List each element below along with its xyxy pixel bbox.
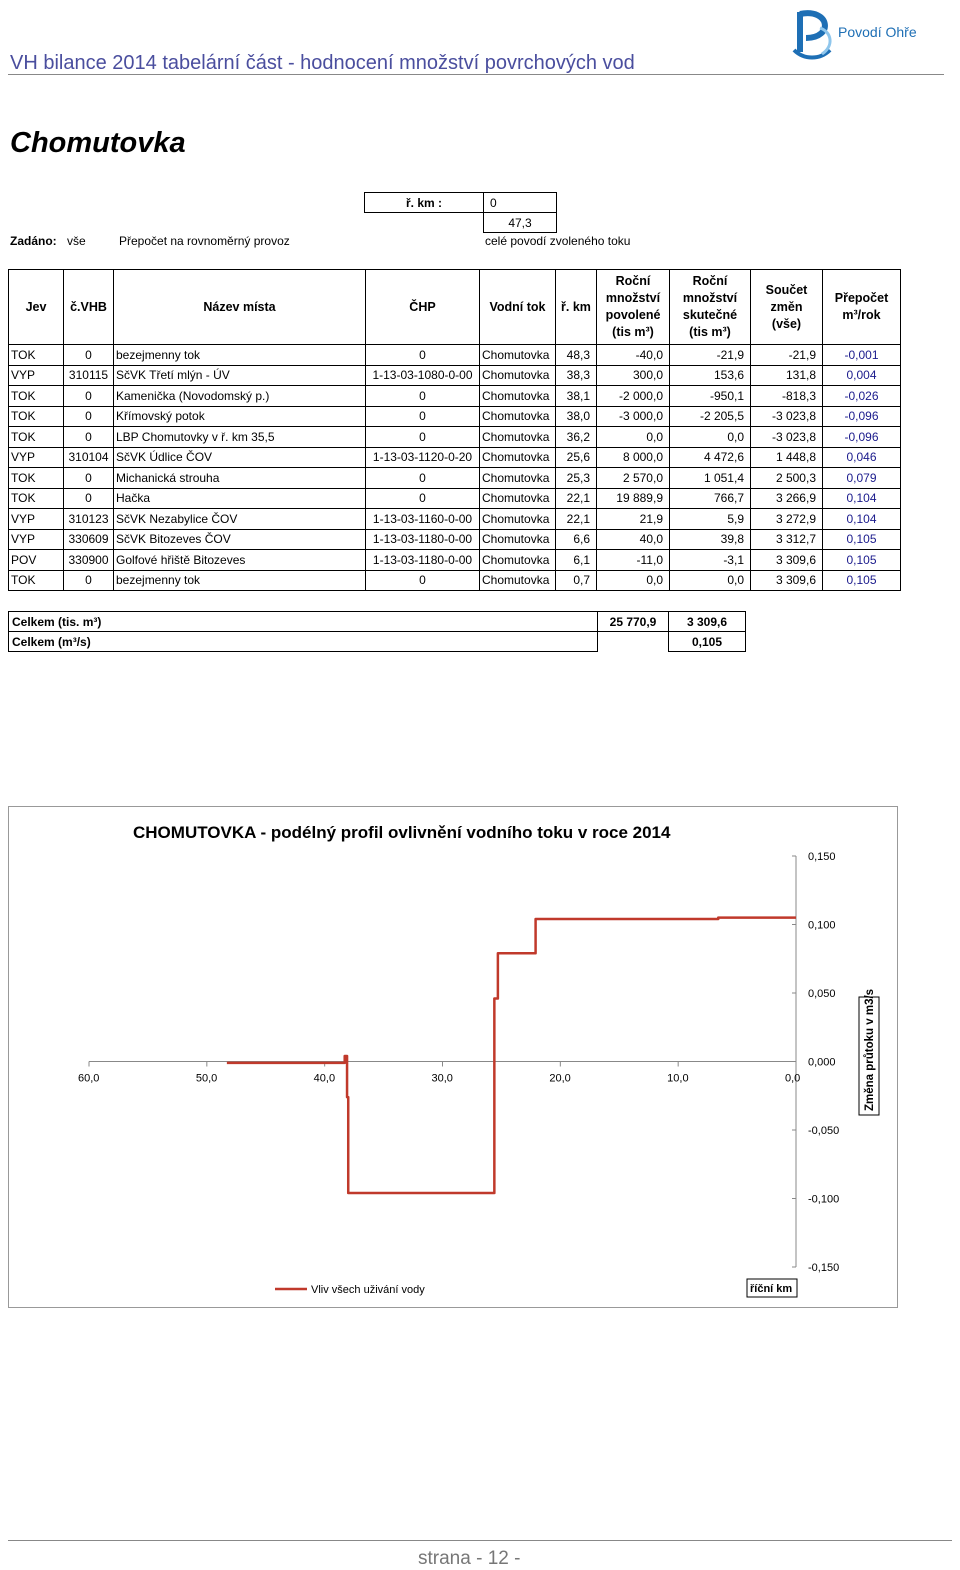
table-row: TOK 0 bezejmenny tok 0 Chomutovka 0,7 0,0 0,0 3 309,6 0,105: [9, 570, 901, 591]
celkem-m3s-label: Celkem (m³/s): [9, 632, 598, 652]
celkem-tis-skutecne: 3 309,6: [669, 612, 746, 632]
chart-ylabel: Změna průtoku v m3/s: [864, 988, 876, 1111]
x-tick-label: 0,0: [785, 1072, 801, 1085]
chart-xlabel-box: [747, 1279, 797, 1297]
rkm-to: 47,3: [484, 213, 557, 233]
rkm-note: celé povodí zvoleného toku: [485, 234, 631, 248]
x-tick-label: 60,0: [78, 1072, 100, 1085]
col-rkm: ř. km: [556, 270, 597, 345]
zadano-mode: Přepočet na rovnoměrný provoz: [119, 234, 290, 248]
x-tick-label: 20,0: [549, 1072, 571, 1085]
col-nazev: Název místa: [114, 270, 366, 345]
y-tick-label: 0,150: [808, 851, 836, 863]
document-header-title: VH bilance 2014 tabelární část - hodnocení množství povrchových vod: [10, 52, 635, 74]
chart-plot-area: [78, 851, 839, 1274]
col-povolene: Roční množství povolené (tis m³): [597, 270, 670, 345]
zadano-label: Zadáno:: [10, 234, 57, 248]
col-jev: Jev: [9, 270, 64, 345]
x-tick-label: 10,0: [667, 1072, 689, 1085]
y-tick-label: -0,100: [808, 1193, 840, 1206]
chart-ylabel-box: [859, 989, 879, 1115]
table-row: TOK 0 bezejmenny tok 0 Chomutovka 48,3 -40,0 -21,9 -21,9 -0,001: [9, 345, 901, 366]
river-km-range: [364, 192, 557, 233]
celkem-tis-label: Celkem (tis. m³): [9, 612, 598, 632]
table-row: TOK 0 Kamenička (Novodomský p.) 0 Chomutovka 38,1 -2 000,0 -950,1 -818,3 -0,026: [9, 386, 901, 407]
x-tick-label: 50,0: [195, 1072, 218, 1085]
celkem-tis-povolene: 25 770,9: [598, 612, 669, 632]
col-prepocet: Přepočet m³/rok: [823, 270, 901, 345]
table-row: TOK 0 Křímovský potok 0 Chomutovka 38,0 -3 000,0 -2 205,5 -3 023,8 -0,096: [9, 406, 901, 427]
footer-divider: [8, 1540, 952, 1541]
y-tick-label: -0,050: [808, 1125, 840, 1137]
table-row: VYP 330609 SčVK Bitozeves ČOV 1-13-03-1180-0-00 Chomutovka 6,6 40,0 39,8 3 312,7 0,105: [9, 529, 901, 550]
summary-table: [8, 611, 746, 652]
balance-table: [8, 269, 901, 591]
table-row: VYP 310104 SčVK Údlice ČOV 1-13-03-1120-0-20 Chomutovka 25,6 8 000,0 4 472,6 1 448,8 0,046: [9, 447, 901, 468]
y-tick-label: 0,000: [808, 1056, 836, 1069]
logo-text: Povodí Ohře: [838, 24, 917, 40]
x-tick-label: 30,0: [431, 1072, 453, 1085]
col-cvhb: č.VHB: [64, 270, 114, 345]
col-skutecne: Roční množství skutečné (tis m³): [670, 270, 751, 345]
zadano-value: vše: [67, 234, 86, 248]
col-soucet: Součet změn (vše): [751, 270, 823, 345]
y-tick-label: -0,150: [808, 1262, 840, 1274]
table-row: TOK 0 Michanická strouha 0 Chomutovka 25,3 2 570,0 1 051,4 2 500,3 0,079: [9, 468, 901, 489]
table-row: VYP 310123 SčVK Nezabylice ČOV 1-13-03-1160-0-00 Chomutovka 22,1 21,9 5,9 3 272,9 0,104: [9, 509, 901, 530]
chart-legend: [275, 1284, 425, 1296]
series-line: [227, 918, 796, 1193]
profile-chart: [8, 806, 898, 1308]
page-title: Chomutovka: [10, 127, 186, 159]
legend-label: Vliv všech uživání vody: [311, 1284, 425, 1296]
y-tick-label: 0,100: [808, 919, 836, 932]
page-number: strana - 12 -: [418, 1548, 521, 1569]
col-chp: ČHP: [366, 270, 480, 345]
table-row: TOK 0 LBP Chomutovky v ř. km 35,5 0 Chomutovka 36,2 0,0 0,0 -3 023,8 -0,096: [9, 427, 901, 448]
chart-xlabel: říční km: [750, 1283, 793, 1295]
table-row: TOK 0 Hačka 0 Chomutovka 22,1 19 889,9 766,7 3 266,9 0,104: [9, 488, 901, 509]
header-divider: [8, 74, 944, 75]
chart-canvas: [9, 807, 897, 1307]
rkm-from: 0: [484, 193, 557, 213]
col-tok: Vodní tok: [480, 270, 556, 345]
table-row: VYP 310115 SčVK Třetí mlýn - ÚV 1-13-03-1080-0-00 Chomutovka 38,3 300,0 153,6 131,8 0,004: [9, 365, 901, 386]
x-tick-label: 40,0: [313, 1072, 336, 1085]
y-tick-label: 0,050: [808, 988, 836, 1000]
celkem-m3s-value: 0,105: [669, 632, 746, 652]
table-header-row: [9, 270, 901, 345]
chart-title: CHOMUTOVKA - podélný profil ovlivnění vodního toku v roce 2014: [133, 823, 671, 842]
rkm-label: ř. km :: [365, 193, 484, 213]
table-row: POV 330900 Golfové hřiště Bitozeves 1-13-03-1180-0-00 Chomutovka 6,1 -11,0 -3,1 3 309,6 0,105: [9, 550, 901, 571]
